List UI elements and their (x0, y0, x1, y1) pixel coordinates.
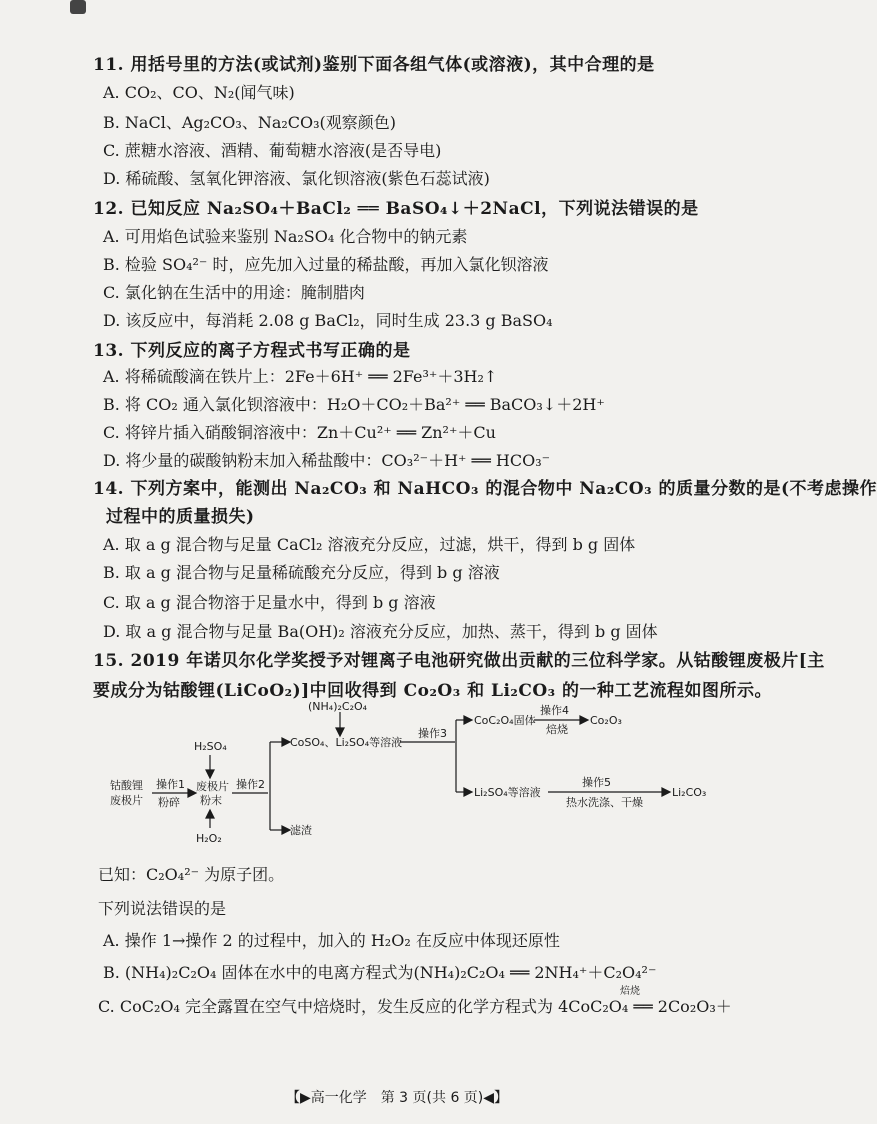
q11-option-a: A. CO₂、CO、N₂(闻气味) (103, 83, 295, 102)
q15-stem-line1: 15. 2019 年诺贝尔化学奖授予对锂离子电池研究做出贡献的三位科学家。从钴酸锂废极片[主 (93, 651, 825, 671)
q15-option-c: C. CoC₂O₄ 完全露置在空气中焙烧时，发生反应的化学方程式为 4CoC₂O₄ ══ 2Co₂O₃＋ (98, 997, 732, 1016)
q11-option-b: B. NaCl、Ag₂CO₃、Na₂CO₃(观察颜色) (103, 113, 397, 132)
q15-c-condition: 焙烧 (620, 986, 640, 997)
flow-op1: 操作1 (156, 778, 185, 791)
flow-solution: CoSO₄、Li₂SO₄等溶液 (290, 736, 403, 749)
flow-li2so4: Li₂SO₄等溶液 (474, 786, 541, 799)
flow-wash: 热水洗涤、干燥 (566, 796, 643, 809)
q13-stem: 13. 下列反应的离子方程式书写正确的是 (93, 341, 411, 361)
q12-option-d: D. 该反应中，每消耗 2.08 g BaCl₂，同时生成 23.3 g BaSO₄ (103, 311, 553, 330)
flow-h2so4: H₂SO₄ (194, 740, 227, 753)
flow-start-line2: 废极片 (110, 794, 143, 807)
q13-option-d: D. 将少量的碳酸钠粉末加入稀盐酸中：CO₃²⁻＋H⁺ ══ HCO₃⁻ (103, 451, 551, 470)
q12-stem: 12. 已知反应 Na₂SO₄＋BaCl₂ ══ BaSO₄↓＋2NaCl，下列说法错误的是 (93, 199, 699, 219)
q11-option-c: C. 蔗糖水溶液、酒精、葡萄糖水溶液(是否导电) (103, 141, 442, 160)
q15-option-a: A. 操作 1→操作 2 的过程中，加入的 H₂O₂ 在反应中体现还原性 (103, 931, 560, 950)
q13-option-a: A. 将稀硫酸滴在铁片上：2Fe＋6H⁺ ══ 2Fe³⁺＋3H₂↑ (103, 367, 498, 386)
flow-op4: 操作4 (540, 704, 569, 717)
q14-option-d: D. 取 a g 混合物与足量 Ba(OH)₂ 溶液充分反应，加热、蒸干，得到 b g 固体 (103, 622, 658, 641)
flow-roast: 焙烧 (546, 723, 568, 736)
flow-solid: CoC₂O₄固体 (474, 714, 536, 727)
q13-option-c: C. 将锌片插入硝酸铜溶液中：Zn＋Cu²⁺ ══ Zn²⁺＋Cu (103, 423, 496, 442)
flow-oxalate: (NH₄)₂C₂O₄ (308, 700, 368, 713)
page-footer (0, 1086, 794, 1108)
flow-h2o2: H₂O₂ (196, 832, 222, 845)
q14-option-b: B. 取 a g 混合物与足量稀硫酸充分反应，得到 b g 溶液 (103, 563, 500, 582)
corner-mark (70, 0, 86, 14)
flow-op3: 操作3 (418, 727, 447, 740)
flow-powder-line2: 粉末 (200, 794, 222, 807)
footer-text: 【▶高一化学 第 3 页(共 6 页)◀】 (285, 1090, 509, 1106)
flow-co2o3: Co₂O₃ (590, 714, 622, 727)
q11-option-d: D. 稀硫酸、氢氧化钾溶液、氯化钡溶液(紫色石蕊试液) (103, 169, 490, 188)
q12-option-b: B. 检验 SO₄²⁻ 时，应先加入过量的稀盐酸，再加入氯化钡溶液 (103, 255, 549, 274)
flow-powder-line1: 废极片 (196, 780, 229, 793)
q12-option-a: A. 可用焰色试验来鉴别 Na₂SO₄ 化合物中的钠元素 (103, 227, 468, 246)
q11-stem: 11. 用括号里的方法(或试剂)鉴别下面各组气体(或溶液)，其中合理的是 (93, 55, 655, 75)
q15-stem-line2: 要成分为钴酸锂(LiCoO₂)]中回收得到 Co₂O₃ 和 Li₂CO₃ 的一种工艺流程如图所示。 (93, 681, 773, 701)
process-flow-diagram (100, 700, 720, 850)
flow-op1-detail: 粉碎 (158, 796, 180, 809)
q14-stem-line1: 14. 下列方案中，能测出 Na₂CO₃ 和 NaHCO₃ 的混合物中 Na₂CO₃ 的质量分数的是(不考虑操作 (93, 479, 877, 499)
q14-option-a: A. 取 a g 混合物与足量 CaCl₂ 溶液充分反应，过滤，烘干，得到 b g 固体 (103, 535, 636, 554)
q15-known: 已知：C₂O₄²⁻ 为原子团。 (98, 865, 285, 884)
flow-op2: 操作2 (236, 778, 265, 791)
flow-residue: 滤渣 (290, 824, 312, 837)
flow-start-line1: 钴酸锂 (110, 779, 143, 792)
flow-op5: 操作5 (582, 776, 611, 789)
q14-option-c: C. 取 a g 混合物溶于足量水中，得到 b g 溶液 (103, 593, 436, 612)
q15-option-b: B. (NH₄)₂C₂O₄ 固体在水中的电离方程式为(NH₄)₂C₂O₄ ══ 2NH₄⁺＋C₂O₄²⁻ (103, 963, 657, 982)
flow-li2co3: Li₂CO₃ (672, 786, 707, 799)
q14-stem-line2: 过程中的质量损失) (106, 507, 255, 527)
q15-ask: 下列说法错误的是 (98, 899, 227, 918)
q12-option-c: C. 氯化钠在生活中的用途：腌制腊肉 (103, 283, 365, 302)
q13-option-b: B. 将 CO₂ 通入氯化钡溶液中：H₂O＋CO₂＋Ba²⁺ ══ BaCO₃↓＋2H⁺ (103, 395, 605, 414)
